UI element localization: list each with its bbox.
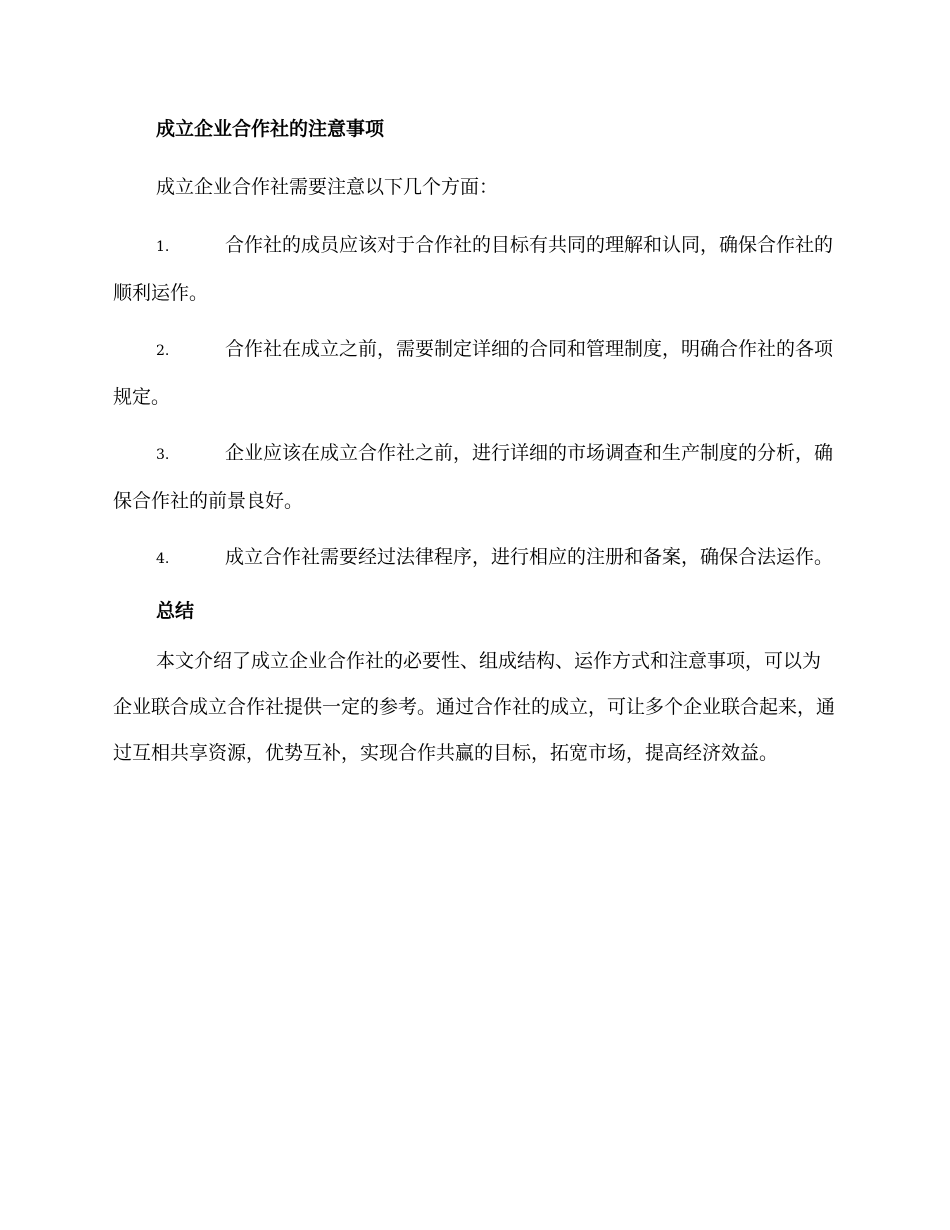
list-item-number: 1. (156, 239, 170, 255)
list-item-text: 成立合作社需要经过法律程序，进行相应的注册和备案，确保合法运作。 (225, 546, 834, 568)
list-item-3 (113, 430, 835, 524)
summary-heading: 总结 (156, 600, 195, 622)
list-item-text: 合作社的成员应该对于合作社的目标有共同的理解和认同，确保合作社的顺利运作。 (113, 234, 834, 304)
list-item-number: 4. (156, 551, 170, 567)
intro-paragraph: 成立企业合作社需要注意以下几个方面： (156, 176, 499, 198)
section-heading: 成立企业合作社的注意事项 (156, 118, 385, 140)
list-item-text: 合作社在成立之前，需要制定详细的合同和管理制度，明确合作社的各项规定。 (113, 338, 834, 408)
list-item-text: 企业应该在成立合作社之前，进行详细的市场调查和生产制度的分析，确保合作社的前景良好。 (113, 442, 834, 512)
list-item-number: 3. (156, 447, 170, 463)
list-item-4 (113, 534, 835, 582)
summary-paragraph: 本文介绍了成立企业合作社的必要性、组成结构、运作方式和注意事项，可以为企业联合成立合作社提供一定的参考。通过合作社的成立，可让多个企业联合起来，通过互相共享资源，优势互补，实现合作共赢的目标，拓宽市场，提高经济效益。 (113, 650, 836, 764)
list-item-2 (113, 326, 835, 420)
list-item-1 (113, 222, 835, 316)
document-content (113, 112, 835, 776)
list-item-number: 2. (156, 343, 170, 359)
